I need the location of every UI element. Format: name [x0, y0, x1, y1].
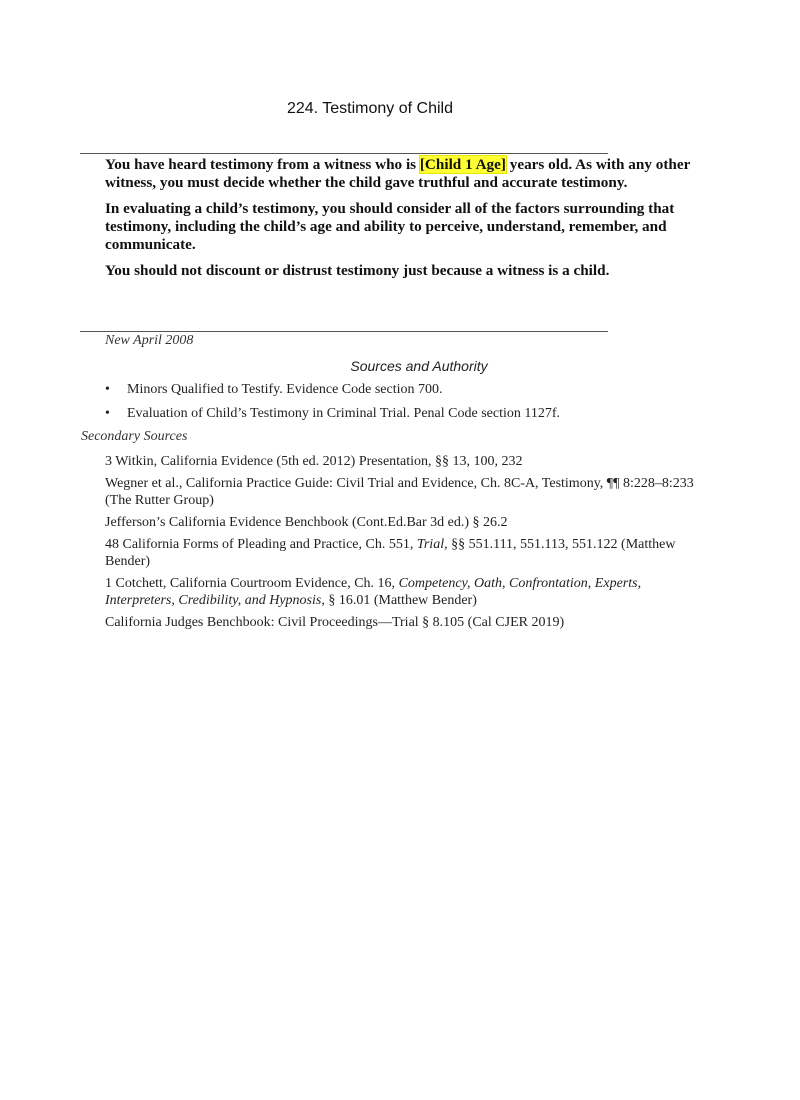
child-age-placeholder[interactable]: [Child 1 Age]: [419, 156, 506, 173]
list-item: Jefferson’s California Evidence Benchbook (Cont.Ed.Bar 3d ed.) § 26.2: [105, 515, 508, 530]
list-item: [105, 405, 705, 423]
bullet-icon: •: [105, 406, 110, 421]
citation-italic-text: Trial: [416, 537, 445, 552]
instruction-text: You have heard testimony from a witness who is: [105, 156, 420, 173]
secondary-sources-list: [105, 453, 705, 636]
instruction-body: [105, 156, 710, 288]
source-text: Minors Qualified to Testify. Evidence Code section 700.: [127, 382, 443, 397]
top-divider: [80, 153, 608, 154]
citation-text: 1 Cotchett, California Courtroom Evidence, Ch. 16,: [105, 576, 399, 591]
instruction-paragraph-2: In evaluating a child’s testimony, you should consider all of the factors surrounding that testimony, including the child’s age and ability to perceive, understand, remember, and communicate.: [105, 200, 675, 253]
revision-note: New April 2008: [105, 333, 194, 348]
list-item: Wegner et al., California Practice Guide: Civil Trial and Evidence, Ch. 8C-A, Testimony, ¶¶ 8:228–8:233 (The Rutter Group): [105, 476, 694, 508]
bullet-icon: •: [105, 382, 110, 397]
instruction-paragraph-3: You should not discount or distrust testimony just because a witness is a child.: [105, 262, 610, 279]
source-text: Evaluation of Child’s Testimony in Criminal Trial. Penal Code section 1127f.: [127, 406, 560, 421]
instruction-text: years old. As with any other witness, you must decide whether the child gave truthful and accurate testimony.: [105, 156, 691, 191]
secondary-sources-heading: Secondary Sources: [81, 429, 188, 444]
list-item: [105, 536, 705, 570]
sources-list: [105, 381, 705, 429]
citation-italic-text: Competency, Oath, Confrontation, Experts, Interpreters, Credibility, and Hypnosis: [105, 576, 642, 608]
bottom-divider: [80, 331, 608, 332]
citation-text: 48 California Forms of Pleading and Practice, Ch. 551,: [105, 537, 417, 552]
list-item: 3 Witkin, California Evidence (5th ed. 2012) Presentation, §§ 13, 100, 232: [105, 454, 523, 469]
instruction-paragraph-1: [105, 156, 710, 192]
citation-text: , § 16.01 (Matthew Bender): [321, 593, 477, 608]
sources-heading: Sources and Authority: [350, 358, 488, 374]
instruction-title: 224. Testimony of Child: [286, 100, 453, 117]
citation-text: , §§ 551.111, 551.113, 551.122 (Matthew Bender): [105, 537, 676, 569]
list-item: [105, 575, 705, 609]
list-item: California Judges Benchbook: Civil Proceedings—Trial § 8.105 (Cal CJER 2019): [105, 615, 565, 630]
list-item: [105, 381, 705, 399]
